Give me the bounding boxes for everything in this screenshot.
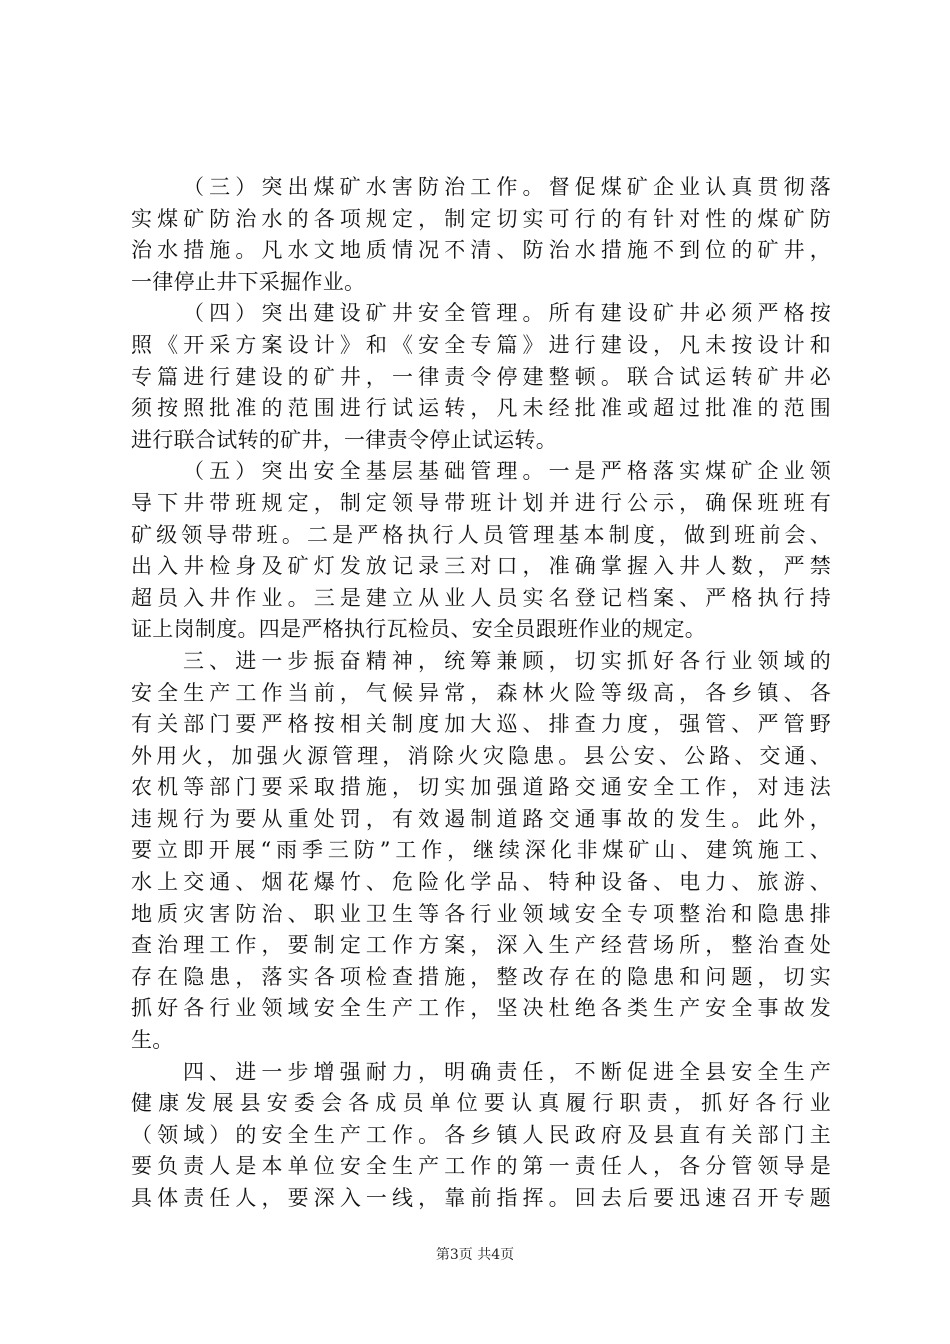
paragraph-line: （四）突出建设矿井安全管理。所有建设矿井必须严格按 [183, 301, 831, 326]
paragraph-line: 专篇进行建设的矿井，一律责令停建整顿。联合试运转矿井必 [131, 364, 831, 389]
paragraph-line: 农机等部门要采取措施，切实加强道路交通安全工作，对违法 [131, 775, 831, 800]
paragraph-line: 实煤矿防治水的各项规定，制定切实可行的有针对性的煤矿防 [131, 206, 831, 231]
paragraph-line: 健康发展县安委会各成员单位要认真履行职责，抓好各行业 [131, 1091, 831, 1116]
paragraph-line: 要立即开展“雨季三防”工作，继续深化非煤矿山、建筑施工、 [131, 838, 831, 863]
paragraph-line: 有关部门要严格按相关制度加大巡、排查力度，强管、严管野 [131, 712, 831, 737]
paragraph-line: 具体责任人，要深入一线，靠前指挥。回去后要迅速召开专题 [131, 1186, 831, 1210]
paragraph-line: 查治理工作，要制定工作方案，深入生产经营场所，整治查处 [131, 933, 831, 958]
paragraph-line: 照《开采方案设计》和《安全专篇》进行建设，凡未按设计和 [131, 332, 831, 357]
paragraph-line: 矿级领导带班。二是严格执行人员管理基本制度，做到班前会、 [131, 522, 831, 547]
paragraph-line: 导下井带班规定，制定领导带班计划并进行公示，确保班班有 [131, 490, 831, 515]
paragraph-line: 出入井检身及矿灯发放记录三对口，准确掌握入井人数，严禁 [131, 554, 831, 579]
paragraph-line: 安全生产工作当前，气候异常，森林火险等级高，各乡镇、各 [131, 680, 831, 705]
page-number-footer: 第3页 共4页 [435, 1247, 515, 1263]
document-body [131, 172, 831, 1215]
paragraph-line: 证上岗制度。四是严格执行瓦检员、安全员跟班作业的规定。 [131, 617, 707, 642]
paragraph-line: 地质灾害防治、职业卫生等各行业领域安全专项整治和隐患排 [131, 901, 831, 926]
paragraph-line: 存在隐患，落实各项检查措施，整改存在的隐患和问题，切实 [131, 964, 831, 989]
paragraph-line: 生。 [131, 1028, 174, 1053]
paragraph-line: 违规行为要从重处罚，有效遏制道路交通事故的发生。此外， [131, 806, 831, 831]
paragraph-line: （三）突出煤矿水害防治工作。督促煤矿企业认真贯彻落 [183, 175, 831, 199]
paragraph-line: 抓好各行业领域安全生产工作，坚决杜绝各类生产安全事故发 [131, 996, 831, 1021]
paragraph-line: 超员入井作业。三是建立从业人员实名登记档案、严格执行持 [131, 585, 831, 610]
paragraph-line: 水上交通、烟花爆竹、危险化学品、特种设备、电力、旅游、 [131, 870, 831, 895]
paragraph-line: 须按照批准的范围进行试运转，凡未经批准或超过批准的范围 [131, 396, 831, 421]
paragraph-line: 外用火，加强火源管理，消除火灾隐患。县公安、公路、交通、 [131, 743, 831, 768]
paragraph-line: （领域）的安全生产工作。各乡镇人民政府及县直有关部门主 [131, 1122, 831, 1147]
paragraph-line: 四、进一步增强耐力，明确责任，不断促进全县安全生产 [183, 1059, 831, 1084]
paragraph-line: 一律停止井下采掘作业。 [131, 269, 366, 294]
paragraph-line: （五）突出安全基层基础管理。一是严格落实煤矿企业领 [183, 459, 831, 484]
paragraph-line: 进行联合试转的矿井，一律责令停止试运转。 [131, 427, 557, 452]
paragraph-line: 治水措施。凡水文地质情况不清、防治水措施不到位的矿井， [131, 238, 831, 263]
paragraph-line: 要负责人是本单位安全生产工作的第一责任人，各分管领导是 [131, 1154, 831, 1179]
paragraph-line: 三、进一步振奋精神，统筹兼顾，切实抓好各行业领域的 [183, 648, 831, 673]
